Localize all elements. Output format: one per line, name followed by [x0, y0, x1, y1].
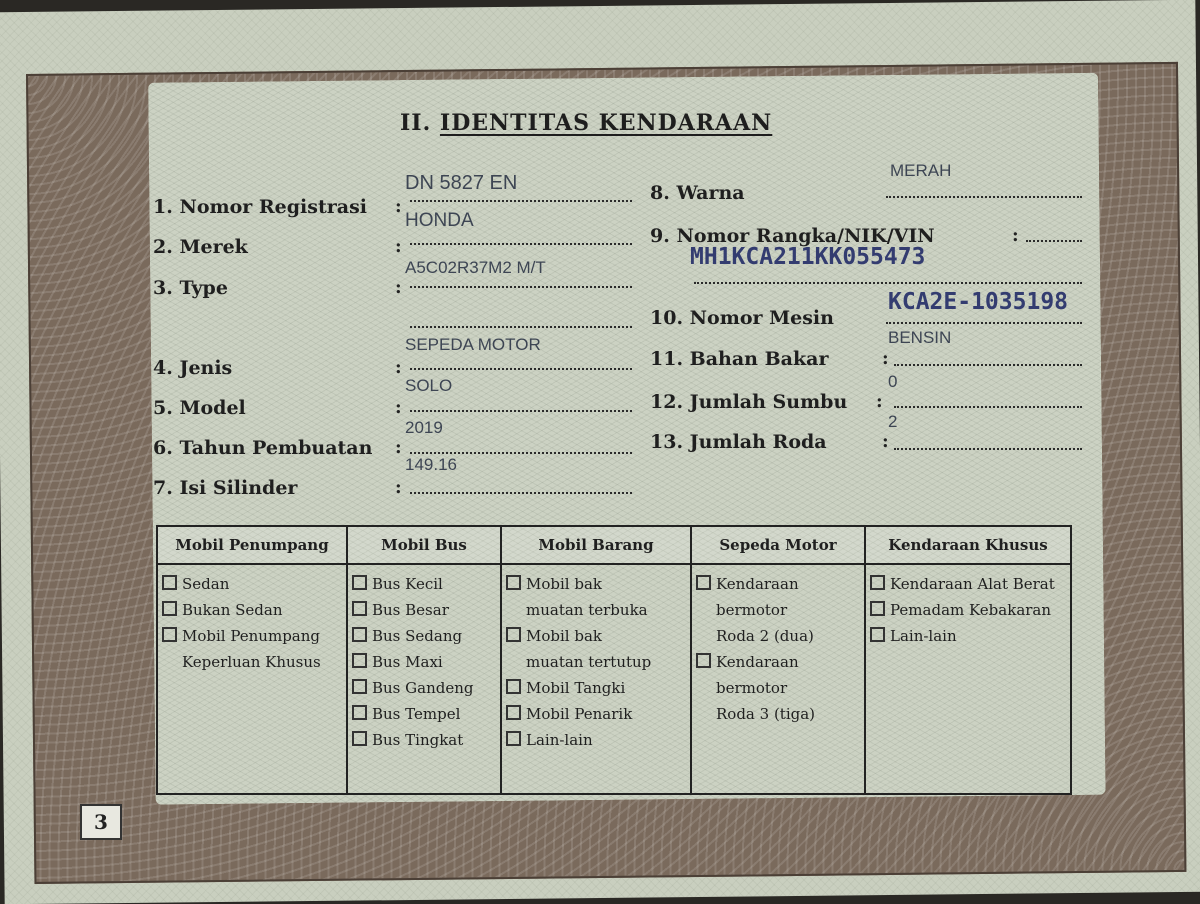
- option-label: Bus Tempel: [372, 705, 461, 723]
- option-khusus-lain-lain[interactable]: [870, 623, 1066, 649]
- option-label: Bus Sedang: [372, 627, 463, 645]
- header-mobil-penumpang: Mobil Penumpang: [157, 526, 347, 564]
- option-bus-sedang[interactable]: [352, 623, 496, 649]
- colon: :: [882, 431, 889, 452]
- option-continuation: muatan terbuka: [526, 601, 648, 619]
- option-continuation: bermotor: [716, 679, 788, 697]
- option-bus-kecil[interactable]: [352, 571, 496, 597]
- checkbox-icon: [870, 627, 885, 642]
- option-label: Kendaraan: [716, 575, 799, 593]
- option-continuation: Roda 2 (dua): [716, 627, 814, 645]
- dotted-line: [894, 364, 1082, 366]
- option-label: Lain-lain: [526, 731, 593, 749]
- option-mobil-bak-tertutup[interactable]: [506, 623, 686, 649]
- option-label: Bus Maxi: [372, 653, 443, 671]
- label-jenis: 4. Jenis: [153, 357, 233, 379]
- dotted-line: [410, 326, 632, 328]
- cell-mobil-barang: [501, 564, 691, 794]
- option-label: Kendaraan: [716, 653, 799, 671]
- label-jumlah-sumbu: 12. Jumlah Sumbu: [650, 391, 848, 413]
- value-jumlah-roda: 2: [888, 412, 898, 431]
- value-tahun-pembuatan: 2019: [405, 418, 443, 437]
- option-label: Mobil Penumpang: [182, 627, 321, 645]
- label-tahun-pembuatan: 6. Tahun Pembuatan: [153, 437, 373, 459]
- option-label: Mobil bak: [526, 575, 602, 593]
- colon: :: [395, 397, 402, 418]
- cell-sepeda-motor: [691, 564, 865, 794]
- vehicle-category-table: [156, 525, 1072, 795]
- label-nomor-mesin: 10. Nomor Mesin: [650, 307, 834, 329]
- value-isi-silinder: 149.16: [405, 455, 457, 474]
- value-bahan-bakar: BENSIN: [888, 328, 952, 347]
- header-kendaraan-khusus: Kendaraan Khusus: [865, 526, 1071, 564]
- option-mobil-tangki[interactable]: [506, 675, 686, 701]
- value-jumlah-sumbu: 0: [888, 372, 898, 391]
- option-label: Kendaraan Alat Berat: [890, 575, 1055, 593]
- dotted-line: [694, 282, 1082, 284]
- label-model: 5. Model: [153, 397, 246, 419]
- header-mobil-barang: Mobil Barang: [501, 526, 691, 564]
- section-heading: IDENTITAS KENDARAAN: [439, 110, 773, 136]
- checkbox-icon: [352, 679, 367, 694]
- option-bus-maxi[interactable]: [352, 649, 496, 675]
- option-alat-berat[interactable]: [870, 571, 1066, 597]
- value-nomor-rangka: MH1KCA211KK055473: [690, 244, 926, 270]
- colon: :: [1012, 225, 1019, 246]
- colon: :: [395, 437, 402, 458]
- section-number: II.: [400, 110, 432, 136]
- section-title: [400, 110, 772, 136]
- label-bahan-bakar: 11. Bahan Bakar: [650, 348, 829, 370]
- checkbox-icon: [162, 575, 177, 590]
- label-isi-silinder: 7. Isi Silinder: [153, 477, 298, 499]
- checkbox-icon: [870, 575, 885, 590]
- checkbox-icon: [506, 575, 521, 590]
- colon: :: [395, 277, 402, 298]
- option-label: Bus Besar: [372, 601, 449, 619]
- label-jumlah-roda: 13. Jumlah Roda: [650, 431, 827, 453]
- checkbox-icon: [162, 601, 177, 616]
- option-label: Bus Kecil: [372, 575, 443, 593]
- cell-mobil-penumpang: [157, 564, 347, 794]
- option-label: Mobil Tangki: [526, 679, 626, 697]
- option-bus-gandeng[interactable]: [352, 675, 496, 701]
- option-label: Bukan Sedan: [182, 601, 283, 619]
- checkbox-icon: [352, 575, 367, 590]
- option-roda-2[interactable]: [696, 571, 860, 597]
- dotted-line: [410, 200, 632, 202]
- option-continuation: Keperluan Khusus: [182, 653, 321, 671]
- colon: :: [882, 348, 889, 369]
- dotted-line: [410, 492, 632, 494]
- option-continuation: bermotor: [716, 601, 788, 619]
- value-merek: HONDA: [405, 210, 474, 231]
- value-warna: MERAH: [890, 161, 952, 180]
- dotted-line: [894, 406, 1082, 408]
- colon: :: [395, 196, 402, 217]
- option-continuation: muatan tertutup: [526, 653, 652, 671]
- option-label: Bus Gandeng: [372, 679, 474, 697]
- checkbox-icon: [352, 601, 367, 616]
- dotted-line: [410, 368, 632, 370]
- option-label: Sedan: [182, 575, 230, 593]
- checkbox-icon: [352, 627, 367, 642]
- header-sepeda-motor: Sepeda Motor: [691, 526, 865, 564]
- dotted-line: [886, 322, 1082, 324]
- value-nomor-registrasi: DN 5827 EN: [405, 172, 518, 194]
- dotted-line: [886, 196, 1082, 198]
- dotted-line: [1026, 240, 1082, 242]
- option-barang-lain-lain[interactable]: [506, 727, 686, 753]
- cell-kendaraan-khusus: [865, 564, 1071, 794]
- dotted-line: [410, 286, 632, 288]
- label-merek: 2. Merek: [153, 236, 248, 258]
- label-warna: 8. Warna: [650, 182, 745, 204]
- dotted-line: [410, 243, 632, 245]
- cell-mobil-bus: [347, 564, 501, 794]
- option-label: Mobil bak: [526, 627, 602, 645]
- dotted-line: [410, 452, 632, 454]
- value-jenis: SEPEDA MOTOR: [405, 335, 541, 354]
- checkbox-icon: [506, 627, 521, 642]
- colon: :: [876, 391, 883, 412]
- value-nomor-mesin: KCA2E-1035198: [888, 289, 1069, 315]
- option-mobil-bak-terbuka[interactable]: [506, 571, 686, 597]
- checkbox-icon: [352, 705, 367, 720]
- option-pemadam-kebakaran[interactable]: [870, 597, 1066, 623]
- header-mobil-bus: Mobil Bus: [347, 526, 501, 564]
- option-roda-3[interactable]: [696, 649, 860, 675]
- dotted-line: [894, 448, 1082, 450]
- option-label: Lain-lain: [890, 627, 957, 645]
- option-mobil-penarik[interactable]: [506, 701, 686, 727]
- checkbox-icon: [696, 575, 711, 590]
- option-bus-besar[interactable]: [352, 597, 496, 623]
- option-label: Mobil Penarik: [526, 705, 633, 723]
- checkbox-icon: [870, 601, 885, 616]
- option-mobil-penumpang-keperluan-khusus[interactable]: [162, 623, 342, 649]
- option-continuation: Roda 3 (tiga): [716, 705, 816, 723]
- checkbox-icon: [506, 731, 521, 746]
- checkbox-icon: [162, 627, 177, 642]
- checkbox-icon: [352, 653, 367, 668]
- page-number: 3: [80, 804, 122, 840]
- colon: :: [395, 357, 402, 378]
- label-type: 3. Type: [153, 277, 228, 299]
- value-type: A5C02R37M2 M/T: [405, 258, 546, 277]
- option-bukan-sedan[interactable]: [162, 597, 342, 623]
- colon: :: [395, 236, 402, 257]
- option-bus-tingkat[interactable]: [352, 727, 496, 753]
- checkbox-icon: [506, 679, 521, 694]
- checkbox-icon: [352, 731, 367, 746]
- label-nomor-registrasi: 1. Nomor Registrasi: [153, 196, 367, 218]
- option-sedan[interactable]: [162, 571, 342, 597]
- option-label: Bus Tingkat: [372, 731, 464, 749]
- colon: :: [395, 477, 402, 498]
- checkbox-icon: [696, 653, 711, 668]
- label-nomor-rangka: 9. Nomor Rangka/NIK/VIN: [650, 225, 935, 247]
- dotted-line: [410, 410, 632, 412]
- option-label: Pemadam Kebakaran: [890, 601, 1052, 619]
- value-model: SOLO: [405, 376, 453, 395]
- checkbox-icon: [506, 705, 521, 720]
- option-bus-tempel[interactable]: [352, 701, 496, 727]
